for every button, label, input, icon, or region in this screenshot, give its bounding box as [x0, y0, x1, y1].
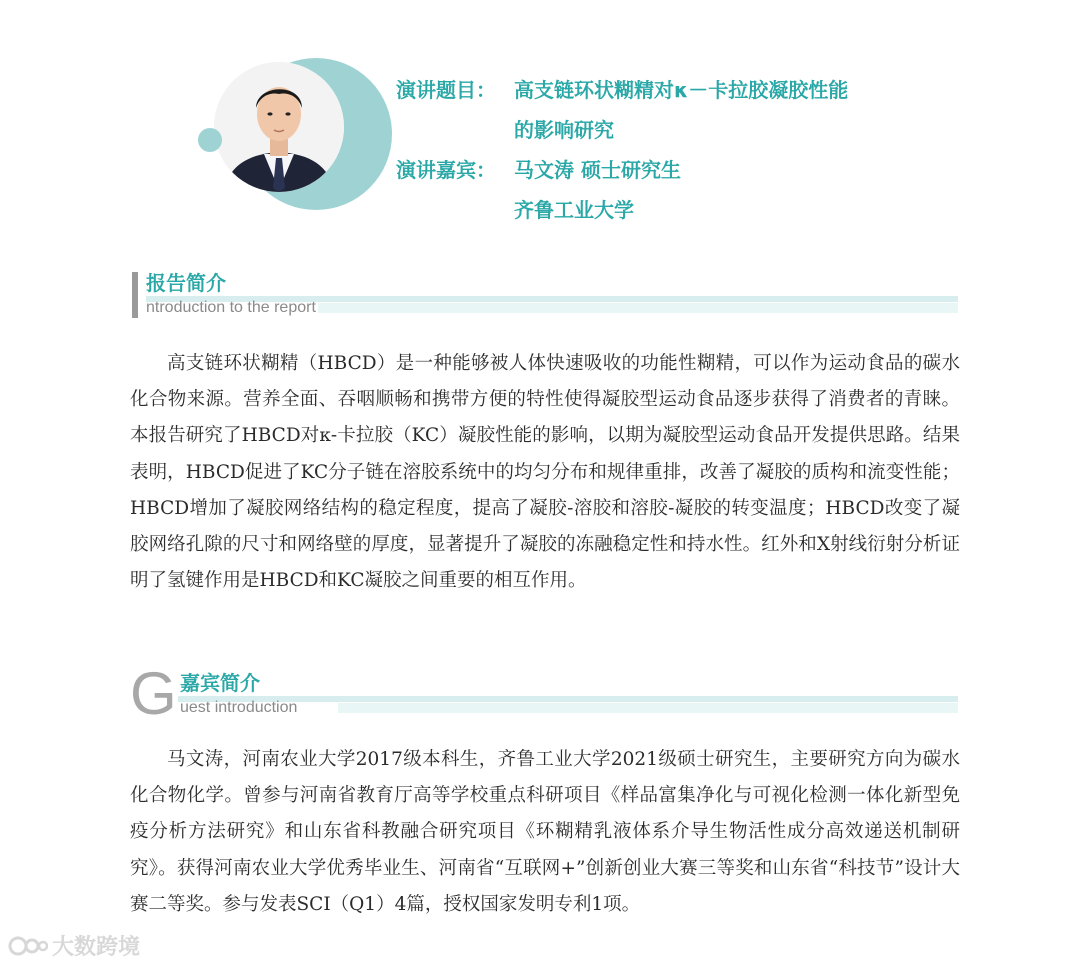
report-body: 高支链环状糊精（HBCD）是一种能够被人体快速吸收的功能性糊精，可以作为运动食品的碳水化合物来源。营养全面、吞咽顺畅和携带方便的特性使得凝胶型运动食品逐步获得了消费者的青睐。本报告研究了HBCD对κ-卡拉胶（KC）凝胶性能的影响，以期为凝胶型运动食品开发提供思路。结果表明，HBCD促进了KC分子链在溶胶系统中的均匀分布和规律重排，改善了凝胶的质构和流变性能；HBCD增加了凝胶网络结构的稳定程度，提高了凝胶-溶胶和溶胶-凝胶的转变温度；HBCD改变了凝胶网络孔隙的尺寸和网络壁的厚度，显著提升了凝胶的冻融稳定性和持水性。红外和X射线衍射分析证明了氢键作用是HBCD和KC凝胶之间重要的相互作用。	[130, 353, 960, 592]
topic-line-2: 的影响研究	[514, 118, 614, 142]
report-section-title: 报告简介	[146, 271, 226, 295]
topic-row	[396, 70, 848, 110]
heading-stripe-light	[338, 703, 958, 713]
report-section-subtitle: ntroduction to the report	[146, 299, 316, 316]
heading-bar	[132, 272, 138, 318]
guest-affiliation: 齐鲁工业大学	[514, 198, 634, 222]
report-section-heading	[132, 270, 958, 320]
topic-line-1: 高支链环状糊精对κ－卡拉胶凝胶性能	[514, 78, 849, 102]
watermark	[8, 930, 140, 961]
guest-row	[396, 150, 848, 190]
topic-row-continued	[396, 110, 848, 150]
guest-section-title: 嘉宾简介	[180, 671, 260, 695]
speaker-photo-area	[196, 58, 376, 218]
talk-info	[396, 70, 848, 230]
speaker-portrait	[214, 62, 344, 192]
guest-row-continued	[396, 190, 848, 230]
guest-section-heading	[130, 660, 958, 727]
watermark-text: 大数跨境	[52, 935, 141, 960]
decorative-dot	[198, 128, 222, 152]
topic-label: 演讲题目：	[396, 78, 496, 102]
heading-stripe-light	[318, 303, 958, 313]
guest-label: 演讲嘉宾：	[396, 158, 496, 182]
guest-initial-letter: G	[130, 660, 177, 727]
guest-body: 马文涛，河南农业大学2017级本科生，齐鲁工业大学2021级硕士研究生，主要研究方向为碳水化合物化学。曾参与河南省教育厅高等学校重点科研项目《样品富集净化与可视化检测一体化新型免疫分析方法研究》和山东省科教融合研究项目《环糊精乳液体系介导生物活性成分高效递送机制研究》。获得河南农业大学优秀毕业生、河南省“互联网+”创新创业大赛三等奖和山东省“科技节”设计大赛二等奖。参与发表SCI（Q1）4篇，授权国家发明专利1项。	[130, 749, 960, 915]
watermark-logo-icon	[8, 933, 48, 959]
guest-name-title: 马文涛 硕士研究生	[514, 158, 681, 182]
guest-section-subtitle: uest introduction	[180, 699, 298, 716]
